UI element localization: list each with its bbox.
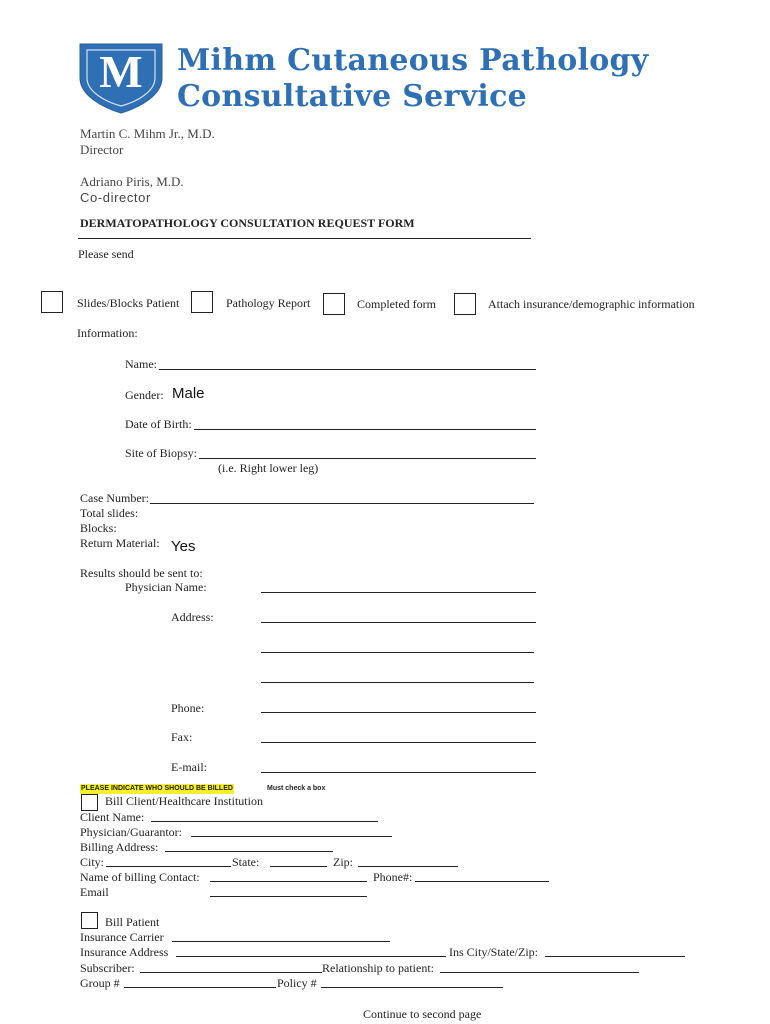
codirector-role: Co-director xyxy=(80,190,151,205)
continue-note: Continue to second page xyxy=(363,1007,482,1021)
gender-value[interactable]: Male xyxy=(172,385,205,402)
site-field[interactable] xyxy=(199,458,536,459)
address-label: Address: xyxy=(171,610,214,624)
insurance-address-field[interactable] xyxy=(176,956,446,957)
policy-label: Policy # xyxy=(277,976,317,990)
relationship-label: Relationship to patient: xyxy=(322,961,434,975)
please-send-label: Please send xyxy=(78,247,134,261)
subscriber-field[interactable] xyxy=(140,972,322,973)
fax-label: Fax: xyxy=(171,730,193,744)
return-material-value[interactable]: Yes xyxy=(171,538,196,555)
director-role: Director xyxy=(80,142,124,157)
dob-label: Date of Birth: xyxy=(125,417,192,431)
zip-label: Zip: xyxy=(333,855,353,869)
form-title: DERMATOPATHOLOGY CONSULTATION REQUEST FORM xyxy=(80,216,415,230)
city-label: City: xyxy=(80,855,105,869)
physician-name-label: Physician Name: xyxy=(125,580,207,594)
insurance-carrier-field[interactable] xyxy=(172,941,390,942)
bill-client-checkbox[interactable] xyxy=(81,794,98,811)
ins-city-state-zip-label: Ins City/State/Zip: xyxy=(449,945,538,959)
address-field-2[interactable] xyxy=(261,652,534,653)
attach-insurance-label: Attach insurance/demographic information xyxy=(488,297,695,311)
slides-blocks-label: Slides/Blocks Patient xyxy=(77,296,180,310)
pathology-report-checkbox[interactable] xyxy=(191,291,213,313)
dob-field[interactable] xyxy=(194,429,536,430)
codirector-name: Adriano Piris, M.D. xyxy=(80,174,184,189)
gender-label: Gender: xyxy=(125,388,164,402)
phone-field[interactable] xyxy=(261,712,536,713)
billing-email-field[interactable] xyxy=(210,896,367,897)
site-hint: (i.e. Right lower leg) xyxy=(218,461,319,475)
return-material-label: Return Material: xyxy=(80,536,160,550)
case-number-label: Case Number: xyxy=(80,491,149,505)
site-label: Site of Biopsy: xyxy=(125,446,198,460)
information-label: Information: xyxy=(77,326,138,340)
ins-city-state-zip-field[interactable] xyxy=(545,956,685,957)
slides-blocks-checkbox[interactable] xyxy=(41,291,63,313)
page-title-line1: Mihm Cutaneous Pathology xyxy=(177,43,649,78)
policy-field[interactable] xyxy=(321,987,503,988)
bill-patient-checkbox[interactable] xyxy=(81,912,98,929)
email-label: E-mail: xyxy=(171,760,207,774)
billing-contact-label: Name of billing Contact: xyxy=(80,870,200,884)
completed-form-label: Completed form xyxy=(357,297,436,311)
email-field[interactable] xyxy=(261,772,536,773)
logo-letter: M xyxy=(99,46,143,97)
physician-guarantor-field[interactable] xyxy=(191,836,392,837)
attach-insurance-checkbox[interactable] xyxy=(454,293,476,315)
billing-address-label: Billing Address: xyxy=(80,840,159,854)
subscriber-label: Subscriber: xyxy=(80,961,135,975)
physician-name-field[interactable] xyxy=(261,592,536,593)
results-label: Results should be sent to: xyxy=(80,566,203,580)
city-field[interactable] xyxy=(106,866,231,867)
title-divider xyxy=(78,238,531,239)
phone-label: Phone: xyxy=(171,701,205,715)
state-field[interactable] xyxy=(270,866,327,867)
pathology-report-label: Pathology Report xyxy=(226,296,311,310)
client-name-label: Client Name: xyxy=(80,810,145,824)
name-label: Name: xyxy=(125,357,157,371)
insurance-address-label: Insurance Address xyxy=(80,945,169,959)
physician-guarantor-label: Physician/Guarantor: xyxy=(80,825,182,839)
state-label: State: xyxy=(232,855,260,869)
name-field[interactable] xyxy=(159,369,536,370)
director-name: Martin C. Mihm Jr., M.D. xyxy=(80,126,215,141)
bill-patient-label: Bill Patient xyxy=(105,915,160,929)
billing-address-field[interactable] xyxy=(165,851,333,852)
logo-shield xyxy=(78,42,164,114)
must-check-note: Must check a box xyxy=(267,785,326,792)
client-name-field[interactable] xyxy=(151,821,378,822)
insurance-carrier-label: Insurance Carrier xyxy=(80,930,164,944)
completed-form-checkbox[interactable] xyxy=(323,293,345,315)
address-field-3[interactable] xyxy=(261,682,534,683)
billing-phone-field[interactable] xyxy=(415,881,549,882)
address-field-1[interactable] xyxy=(261,622,536,623)
case-number-field[interactable] xyxy=(150,503,534,504)
page-title-line2: Consultative Service xyxy=(177,79,528,114)
zip-field[interactable] xyxy=(358,866,458,867)
phone-hash-label: Phone#: xyxy=(373,870,413,884)
fax-field[interactable] xyxy=(261,742,536,743)
billing-contact-field[interactable] xyxy=(210,881,367,882)
blocks-label: Blocks: xyxy=(80,521,117,535)
relationship-field[interactable] xyxy=(440,972,639,973)
bill-client-label: Bill Client/Healthcare Institution xyxy=(105,794,263,808)
group-field[interactable] xyxy=(124,987,276,988)
total-slides-label: Total slides: xyxy=(80,506,139,520)
billing-instruction: PLEASE INDICATE WHO SHOULD BE BILLED xyxy=(81,785,233,792)
billing-email-label: Email xyxy=(80,885,109,899)
group-label: Group # xyxy=(80,976,120,990)
